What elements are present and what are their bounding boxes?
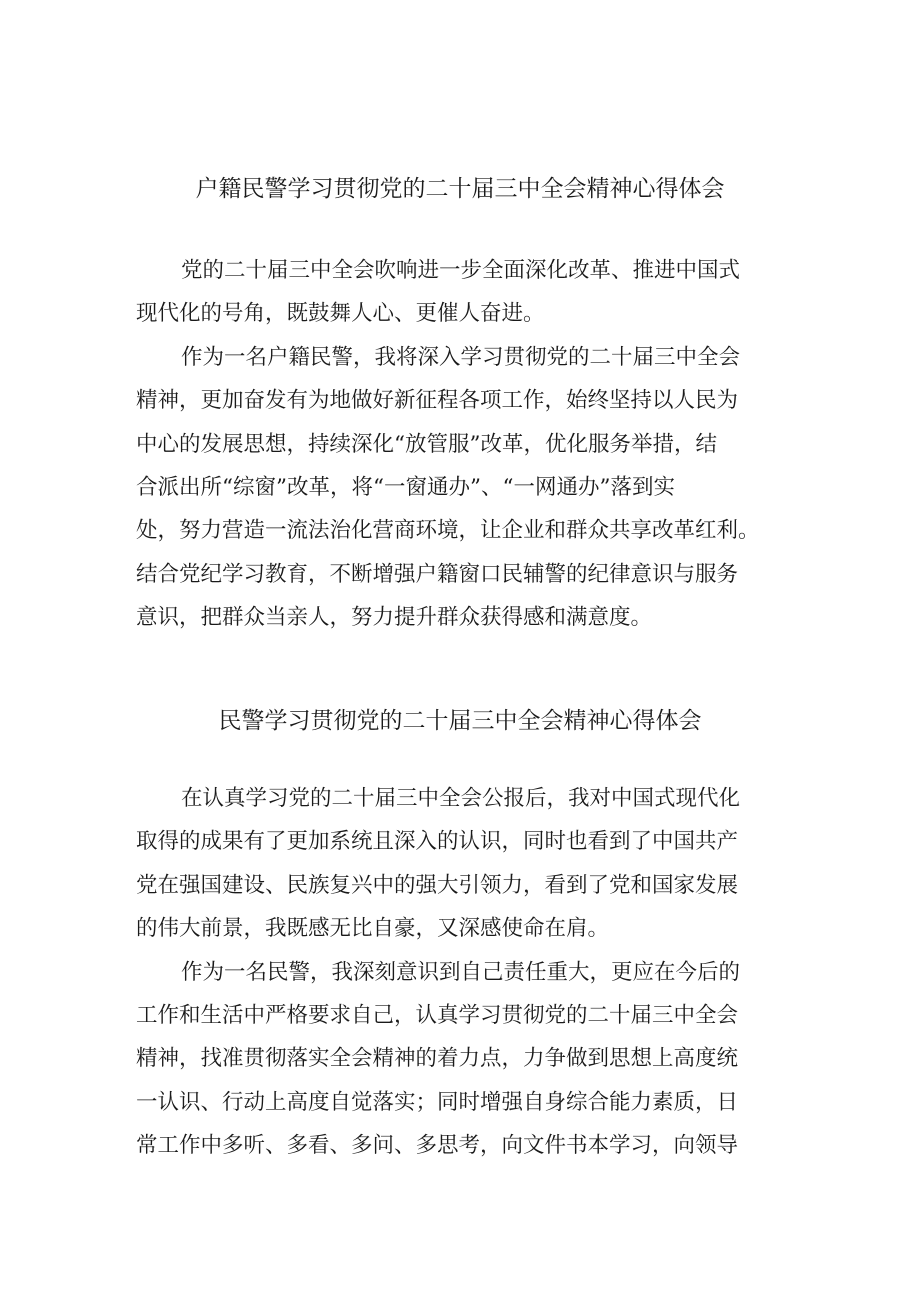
paragraph-line: 意识，把群众当亲人，努力提升群众获得感和满意度。 (136, 605, 653, 631)
paragraph-line: 中心的发展思想，持续深化“放管服”改革，优化服务举措，结 (136, 431, 717, 457)
article-body (136, 777, 796, 1168)
paragraph-line: 结合党纪学习教育，不断增强户籍窗口民辅警的纪律意识与服务 (136, 561, 739, 587)
paragraph-line: 工作和生活中严格要求自己，认真学习贯彻党的二十届三中全会 (136, 1002, 739, 1028)
paragraph-line: 党在强国建设、民族复兴中的强大引领力，看到了党和国家发展 (136, 872, 739, 898)
paragraph-line: 处，努力营造一流法治化营商环境，让企业和群众共享改革红利。 (136, 518, 760, 544)
paragraph-line: 取得的成果有了更加系统且深入的认识，同时也看到了中国共产 (136, 829, 739, 855)
paragraph-line: 一认识、行动上高度自觉落实；同时增强自身综合能力素质，日 (136, 1089, 739, 1115)
paragraph-line: 作为一名户籍民警，我将深入学习贯彻党的二十届三中全会 (181, 344, 741, 370)
paragraph-line: 作为一名民警，我深刻意识到自己责任重大，更应在今后的 (181, 959, 741, 985)
article-body (136, 249, 796, 640)
paragraph-line: 的伟大前景，我既感无比自豪，又深感使命在肩。 (136, 916, 610, 942)
paragraph-line: 常工作中多听、多看、多问、多思考，向文件书本学习，向领导 (136, 1133, 739, 1159)
article-title: 户籍民警学习贯彻党的二十届三中全会精神心得体会 (195, 176, 725, 202)
paragraph-line: 精神，找准贯彻落实全会精神的着力点，力争做到思想上高度统 (136, 1046, 739, 1072)
paragraph-line: 党的二十届三中全会吹响进一步全面深化改革、推进中国式 (181, 258, 741, 283)
paragraph-line: 合派出所“综窗”改革，将“一窗通办”、“一网通办”落到实 (136, 474, 675, 500)
article-title: 民警学习贯彻党的二十届三中全会精神心得体会 (218, 708, 702, 734)
paragraph-line: 精神，更加奋发有为地做好新征程各项工作，始终坚持以人民为 (136, 388, 739, 414)
paragraph-line: 现代化的号角，既鼓舞人心、更催人奋进。 (136, 301, 545, 327)
paragraph-line: 在认真学习党的二十届三中全会公报后，我对中国式现代化 (181, 786, 741, 811)
